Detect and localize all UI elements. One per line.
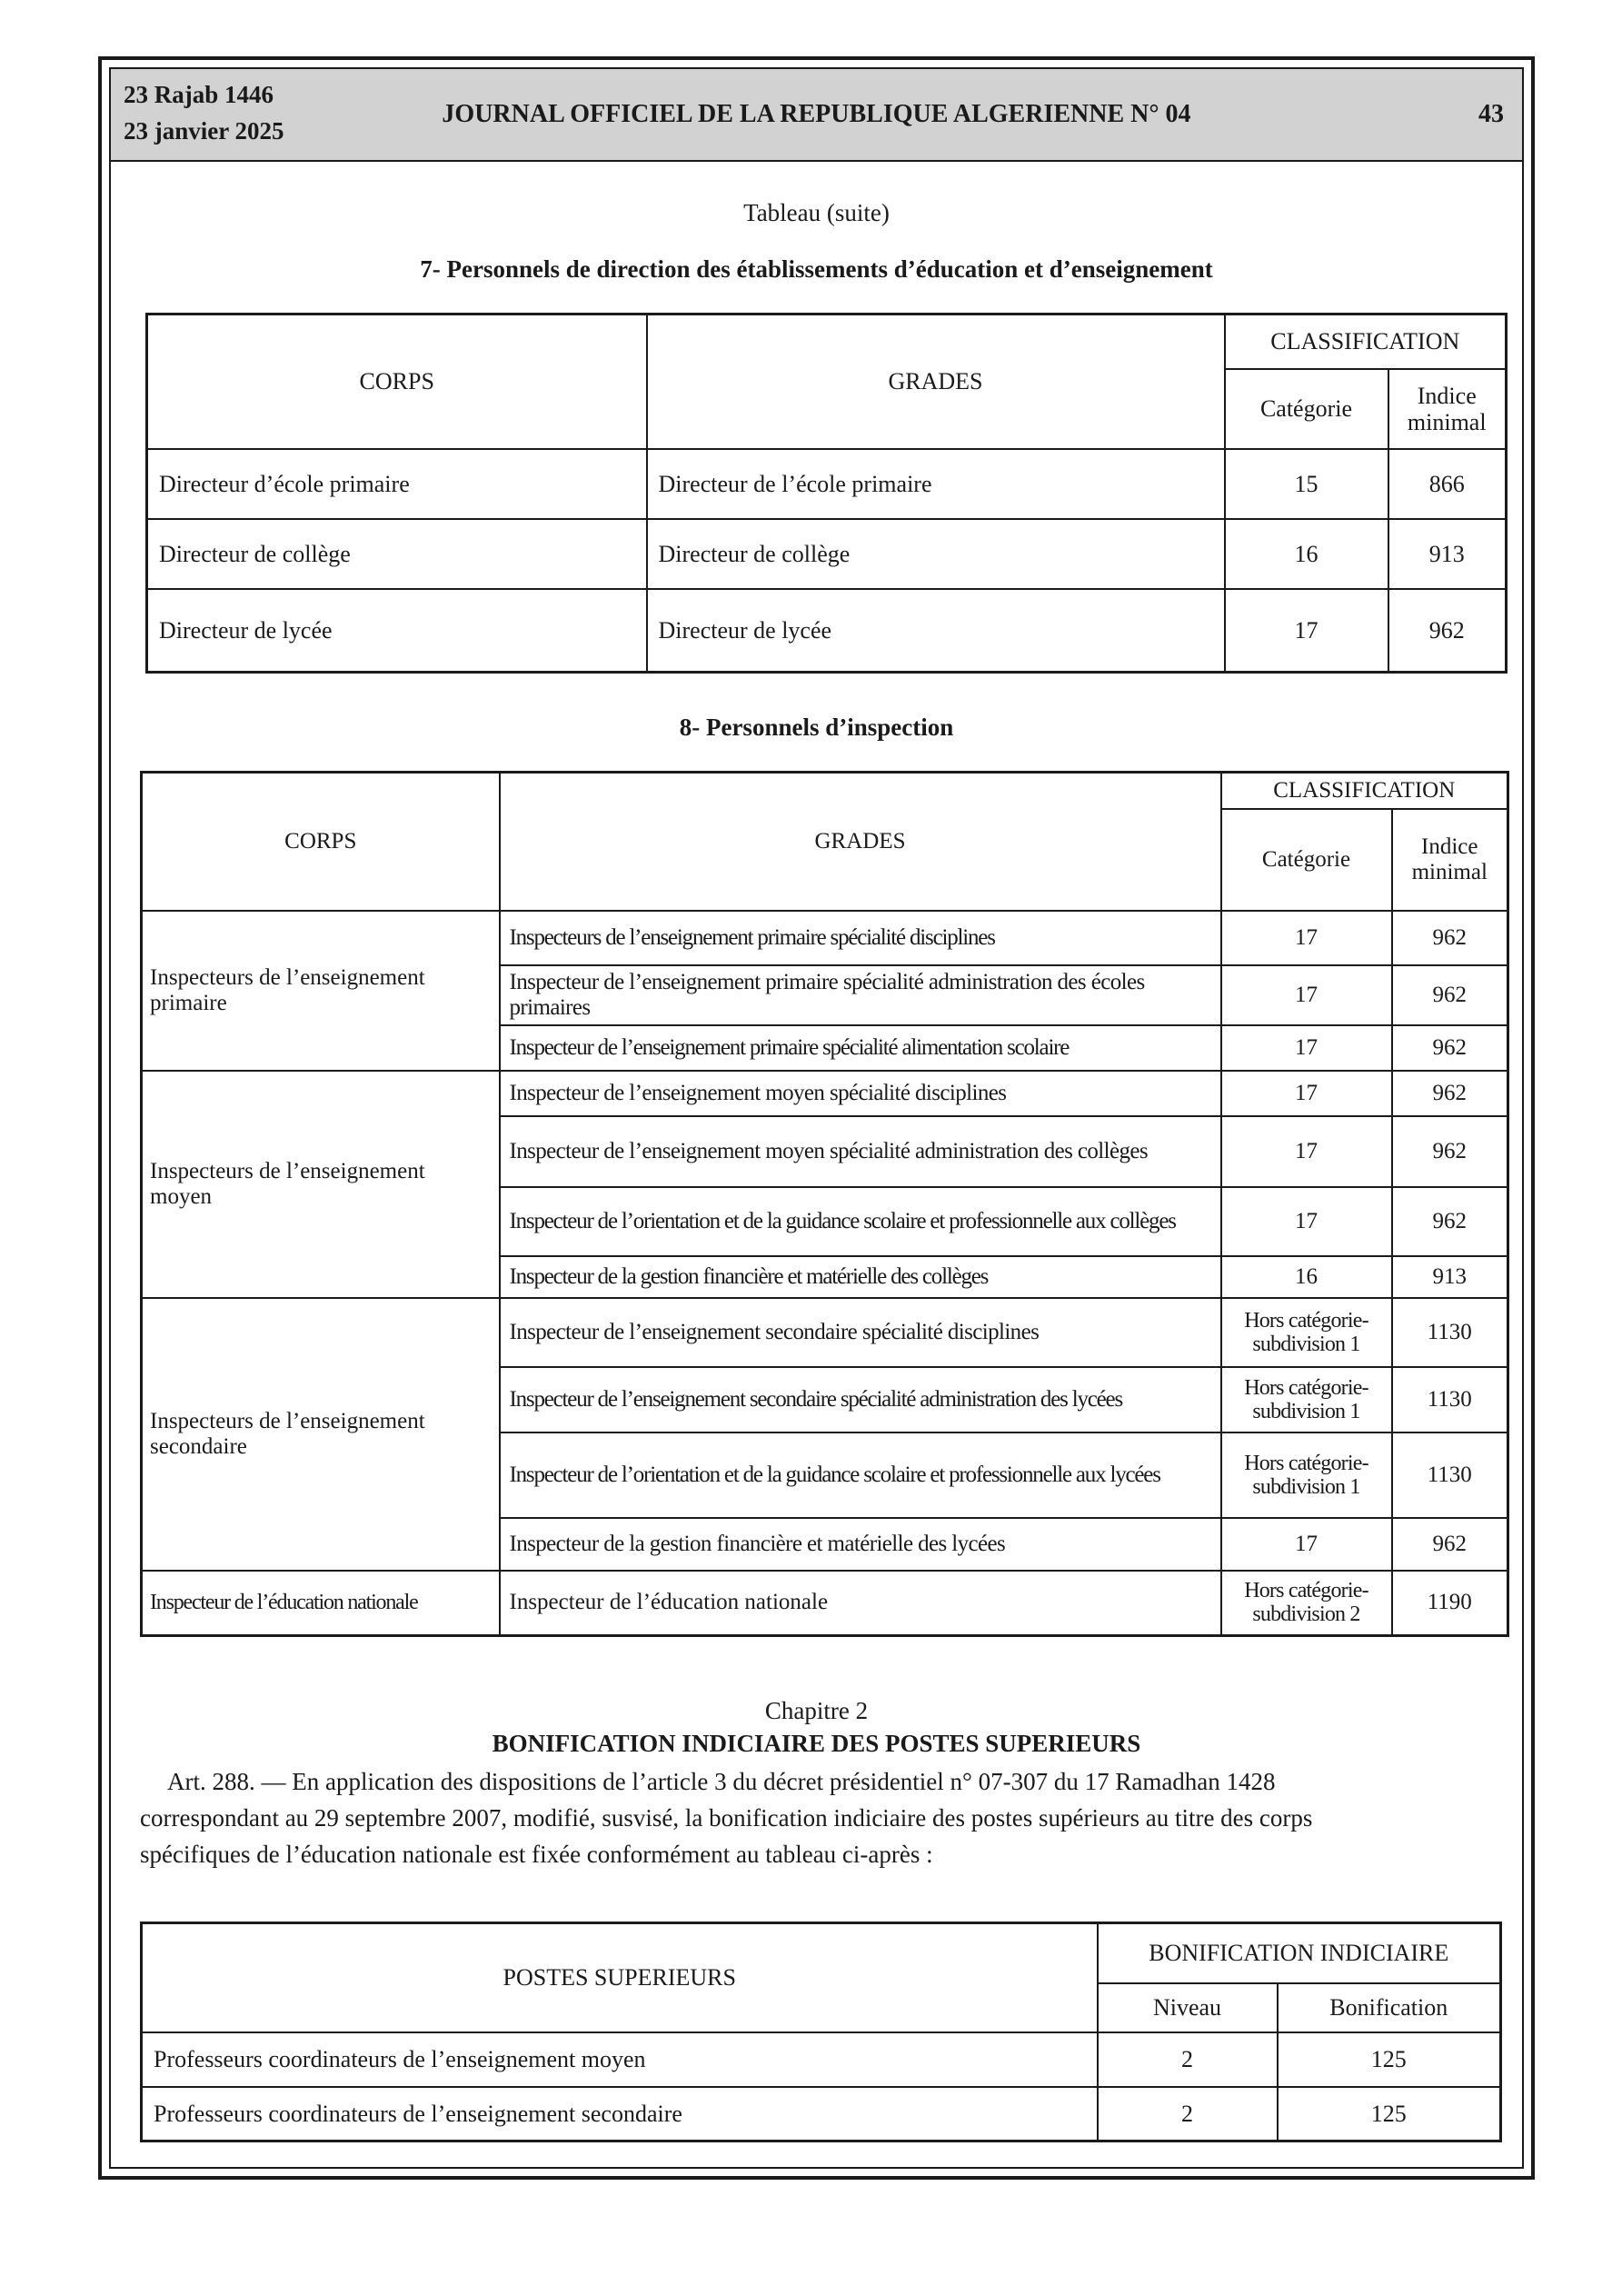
s7-row3-categorie: 17 — [1225, 589, 1388, 673]
bonif-row2-poste: Professeurs coordinateurs de l’enseignement secondaire — [142, 2087, 1098, 2141]
s8-header-classification: CLASSIFICATION — [1221, 773, 1508, 809]
s8-categorie: 17 — [1221, 1518, 1392, 1571]
s8-header-categorie: Catégorie — [1221, 809, 1392, 911]
header-title: JOURNAL OFFICIEL DE LA REPUBLIQUE ALGERIENNE N° 04 — [442, 100, 1191, 128]
s8-corps-secondaire: Inspecteurs de l’enseignement secondaire — [142, 1298, 500, 1571]
s8-categorie: 17 — [1221, 911, 1392, 965]
s8-header-corps: CORPS — [142, 773, 500, 911]
table-row — [142, 2087, 1501, 2141]
table-row — [142, 1298, 1508, 1367]
chapter-label: Chapitre 2 — [764, 1697, 869, 1724]
s8-grade: Inspecteur de l’enseignement moyen spécialité administration des collèges — [500, 1116, 1221, 1187]
s8-corps-moyen: Inspecteurs de l’enseignement moyen — [142, 1071, 500, 1298]
s8-grade: Inspecteur de la gestion financière et matérielle des lycées — [500, 1518, 1221, 1571]
s7-header-classification: CLASSIFICATION — [1225, 314, 1507, 369]
s7-row2-corps: Directeur de collège — [147, 519, 647, 589]
s8-grade: Inspecteur de l’enseignement primaire spécialité administration des écoles primaires — [500, 965, 1221, 1025]
s7-row2-grade: Directeur de collège — [647, 519, 1225, 589]
s8-grade: Inspecteur de l’enseignement secondaire spécialité administration des lycées — [500, 1367, 1221, 1433]
table-row — [147, 519, 1507, 589]
bonif-header-bonif: Bonification — [1278, 1983, 1501, 2032]
section8-title: 8- Personnels d’inspection — [679, 714, 954, 741]
chapter-title: BONIFICATION INDICIAIRE DES POSTES SUPERIEURS — [492, 1730, 1141, 1757]
s7-row1-indice: 866 — [1388, 449, 1507, 519]
section8-table — [140, 771, 1509, 1637]
header-date-hijri: 23 Rajab 1446 — [124, 81, 274, 108]
s8-categorie: 17 — [1221, 1025, 1392, 1071]
s8-indice: 962 — [1392, 1071, 1508, 1116]
bonif-header-postes: POSTES SUPERIEURS — [142, 1923, 1098, 2032]
s7-row3-indice: 962 — [1388, 589, 1507, 673]
s7-row2-indice: 913 — [1388, 519, 1507, 589]
s8-categorie: Hors catégorie-subdivision 1 — [1221, 1298, 1392, 1367]
page-inner-frame — [109, 67, 1524, 2169]
s8-corps-education-nationale: Inspecteur de l’éducation nationale — [142, 1571, 500, 1636]
s8-corps-primaire: Inspecteurs de l’enseignement primaire — [142, 911, 500, 1071]
bonif-row1-niveau: 2 — [1098, 2032, 1278, 2087]
s8-categorie: Hors catégorie-subdivision 1 — [1221, 1433, 1392, 1518]
article-line: Art. 288. — En application des dispositions de l’article 3 du décret présidentiel n° 07-307 du 17 Ramadhan 1428 — [167, 1768, 1276, 1795]
bonif-header-niveau: Niveau — [1098, 1983, 1278, 2032]
s8-categorie: 17 — [1221, 965, 1392, 1025]
s8-indice: 913 — [1392, 1256, 1508, 1298]
table-row — [142, 1071, 1508, 1116]
s8-header-indice: Indice minimal — [1392, 809, 1508, 911]
bonif-row1-bonification: 125 — [1278, 2032, 1501, 2087]
s8-indice: 1130 — [1392, 1298, 1508, 1367]
table-row — [142, 911, 1508, 965]
s8-indice: 962 — [1392, 1187, 1508, 1256]
header-page-number: 43 — [1478, 100, 1504, 128]
s7-header-corps: CORPS — [147, 314, 647, 449]
s8-categorie: Hors catégorie-subdivision 1 — [1221, 1367, 1392, 1433]
s8-indice: 962 — [1392, 1518, 1508, 1571]
page-frame — [98, 56, 1535, 2180]
s8-grade: Inspecteur de la gestion financière et matérielle des collèges — [500, 1256, 1221, 1298]
section7-table — [145, 313, 1508, 674]
s8-indice: 962 — [1392, 1116, 1508, 1187]
bonif-row2-bonification: 125 — [1278, 2087, 1501, 2141]
s7-header-indice: Indice minimal — [1388, 369, 1507, 449]
table-row — [147, 589, 1507, 673]
header-date-gregorian: 23 janvier 2025 — [124, 117, 284, 145]
s8-categorie: Hors catégorie-subdivision 2 — [1221, 1571, 1392, 1636]
s8-indice: 962 — [1392, 965, 1508, 1025]
s8-categorie: 16 — [1221, 1256, 1392, 1298]
s8-categorie: 17 — [1221, 1071, 1392, 1116]
s7-row1-grade: Directeur de l’école primaire — [647, 449, 1225, 519]
s7-header-grades: GRADES — [647, 314, 1225, 449]
s8-grade: Inspecteur de l’orientation et de la guidance scolaire et professionnelle aux collèges — [500, 1187, 1221, 1256]
s8-header-grades: GRADES — [500, 773, 1221, 911]
s7-row3-grade: Directeur de lycée — [647, 589, 1225, 673]
table-row — [142, 1571, 1508, 1636]
s8-indice: 1130 — [1392, 1433, 1508, 1518]
s7-row2-categorie: 16 — [1225, 519, 1388, 589]
bonif-row2-niveau: 2 — [1098, 2087, 1278, 2141]
s8-indice: 1130 — [1392, 1367, 1508, 1433]
bonif-row1-poste: Professeurs coordinateurs de l’enseignement moyen — [142, 2032, 1098, 2087]
article-line: correspondant au 29 septembre 2007, modifié, susvisé, la bonification indiciaire des postes supérieurs au titre des corps — [140, 1804, 1313, 1832]
s7-row3-corps: Directeur de lycée — [147, 589, 647, 673]
bonif-header-bonification: BONIFICATION INDICIAIRE — [1098, 1923, 1501, 1983]
s8-indice: 962 — [1392, 1025, 1508, 1071]
s8-indice: 962 — [1392, 911, 1508, 965]
s8-grade: Inspecteur de l’orientation et de la guidance scolaire et professionnelle aux lycées — [500, 1433, 1221, 1518]
bonification-table — [140, 1922, 1502, 2142]
s8-grade: Inspecteur de l’enseignement secondaire spécialité disciplines — [500, 1298, 1221, 1367]
article-line: spécifiques de l’éducation nationale est fixée conformément au tableau ci-après : — [140, 1841, 933, 1868]
journal-header — [111, 69, 1522, 162]
s8-grade: Inspecteur de l’enseignement moyen spécialité disciplines — [500, 1071, 1221, 1116]
s8-categorie: 17 — [1221, 1187, 1392, 1256]
table-row — [147, 449, 1507, 519]
tableau-label: Tableau (suite) — [743, 199, 890, 226]
s8-grade: Inspecteur de l’éducation nationale — [500, 1571, 1221, 1636]
section7-title: 7- Personnels de direction des établissements d’éducation et d’enseignement — [420, 255, 1213, 283]
s7-row1-corps: Directeur d’école primaire — [147, 449, 647, 519]
s7-header-categorie: Catégorie — [1225, 369, 1388, 449]
article-288 — [140, 1763, 1493, 1872]
s8-categorie: 17 — [1221, 1116, 1392, 1187]
table-row — [142, 2032, 1501, 2087]
s8-indice: 1190 — [1392, 1571, 1508, 1636]
s7-row1-categorie: 15 — [1225, 449, 1388, 519]
s8-grade: Inspecteur de l’enseignement primaire spécialité alimentation scolaire — [500, 1025, 1221, 1071]
s8-grade: Inspecteurs de l’enseignement primaire spécialité disciplines — [500, 911, 1221, 965]
